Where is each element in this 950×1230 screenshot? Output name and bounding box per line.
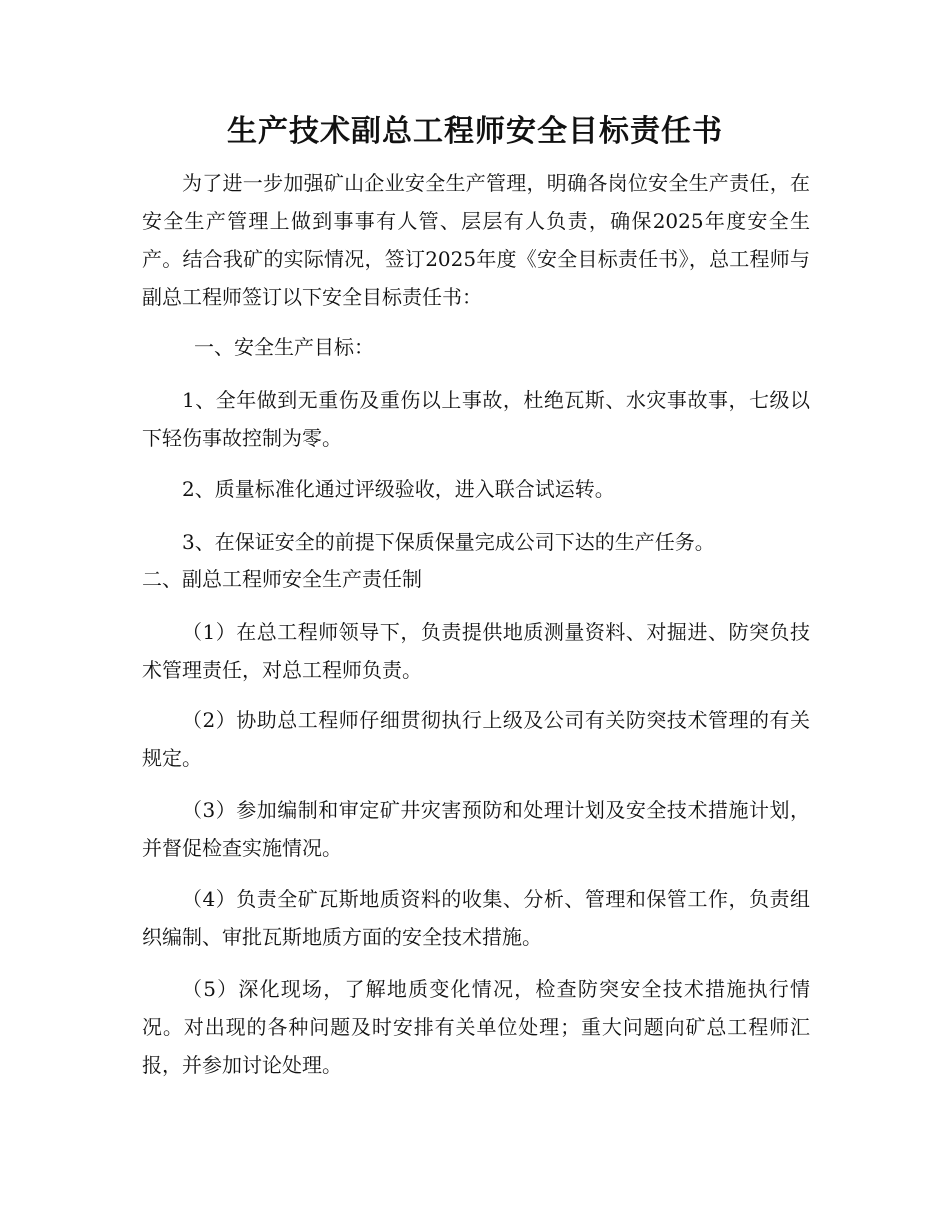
section1-item-3: 3、在保证安全的前提下保质保量完成公司下达的生产任务。 [182,530,715,554]
section2-item-1: （1）在总工程师领导下，负责提供地质测量资料、对掘进、防突负技术管理责任，对总工程师负责。 [142,620,810,682]
section2-item-4: （4）负责全矿瓦斯地质资料的收集、分析、管理和保管工作，负责组织编制、审批瓦斯地质方面的安全技术措施。 [142,887,810,949]
section2-item-2: （2）协助总工程师仔细贯彻执行上级及公司有关防突技术管理的有关规定。 [142,708,810,770]
section2-item-3: （3）参加编制和审定矿井灾害预防和处理计划及安全技术措施计划，并督促检查实施情况。 [142,798,810,860]
intro-paragraph: 为了进一步加强矿山企业安全生产管理，明确各岗位安全生产责任，在安全生产管理上做到事事有人管、层层有人负责，确保2025年度安全生产。结合我矿的实际情况，签订2025年度《安全目标责任书》，总工程师与副总工程师签订以下安全目标责任书： [142,171,810,309]
section2-heading: 二、副总工程师安全生产责任制 [142,567,422,591]
section1-heading: 一、安全生产目标： [194,335,374,359]
document-title: 生产技术副总工程师安全目标责任书 [227,114,723,149]
section1-item-2: 2、质量标准化通过评级验收，进入联合试运转。 [182,477,615,501]
section2-item-5: （5）深化现场，了解地质变化情况，检查防突安全技术措施执行情况。对出现的各种问题及时安排有关单位处理；重大问题向矿总工程师汇报，并参加讨论处理。 [142,977,810,1077]
section1-item-1: 1、全年做到无重伤及重伤以上事故，杜绝瓦斯、水灾事故事，七级以下轻伤事故控制为零。 [142,388,810,450]
